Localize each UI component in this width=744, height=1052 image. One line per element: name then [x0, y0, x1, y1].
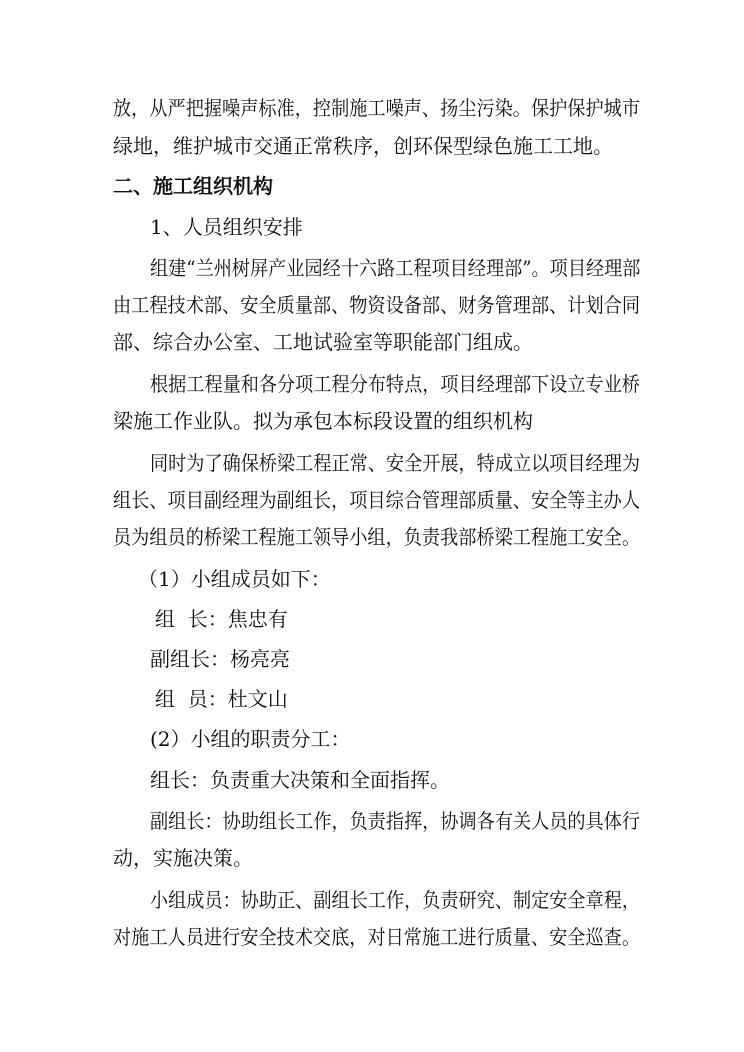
paragraph-line: 部、综合办公室、工地试验室等职能部门组成。 — [113, 330, 533, 354]
paragraph-line: 同时为了确保桥梁工程正常、安全开展，特成立以项目经理为 — [150, 451, 640, 475]
paragraph-line: 根据工程量和各分项工程分布特点，项目经理部下设立专业桥 — [150, 372, 640, 396]
list-heading: (2）小组的职责分工： — [150, 727, 351, 751]
paragraph-line: 放，从严把握噪声标准，控制施工噪声、扬尘污染。保护保护城市 — [113, 96, 640, 120]
paragraph-line: 组建“兰州树屏产业园经十六路工程项目经理部”。项目经理部 — [150, 256, 641, 280]
duty-line: 副组长：协助组长工作，负责指挥，协调各有关人员的具体行 — [150, 809, 640, 833]
duty-line: 对施工人员进行安全技术交底，对日常施工进行质量、安全巡查。 — [113, 925, 640, 949]
member-leader: 组 长：焦忠有 — [155, 607, 288, 631]
paragraph-line: 组长、项目副经理为副组长，项目综合管理部质量、安全等主办人 — [113, 488, 640, 512]
duty-line: 组长：负责重大决策和全面指挥。 — [150, 768, 450, 792]
member-staff: 组 员：杜文山 — [155, 687, 288, 711]
list-heading: （1）小组成员如下： — [138, 567, 331, 591]
member-deputy-leader: 副组长：杨亮亮 — [150, 647, 290, 671]
duty-line: 动，实施决策。 — [113, 846, 253, 870]
paragraph-line: 由工程技术部、安全质量部、物资设备部、财务管理部、计划合同 — [113, 293, 640, 317]
subsection-heading: 1、人员组织安排 — [150, 215, 303, 239]
paragraph-line: 绿地，维护城市交通正常秩序，创环保型绿色施工工地。 — [113, 134, 613, 158]
paragraph-line: 员为组员的桥梁工程施工领导小组，负责我部桥梁工程施工安全。 — [113, 525, 640, 549]
duty-line: 小组成员：协助正、副组长工作，负责研究、制定安全章程， — [150, 888, 640, 912]
section-heading: 二、施工组织机构 — [113, 174, 273, 198]
paragraph-line: 梁施工作业队。拟为承包本标段设置的组织机构 — [113, 409, 533, 433]
